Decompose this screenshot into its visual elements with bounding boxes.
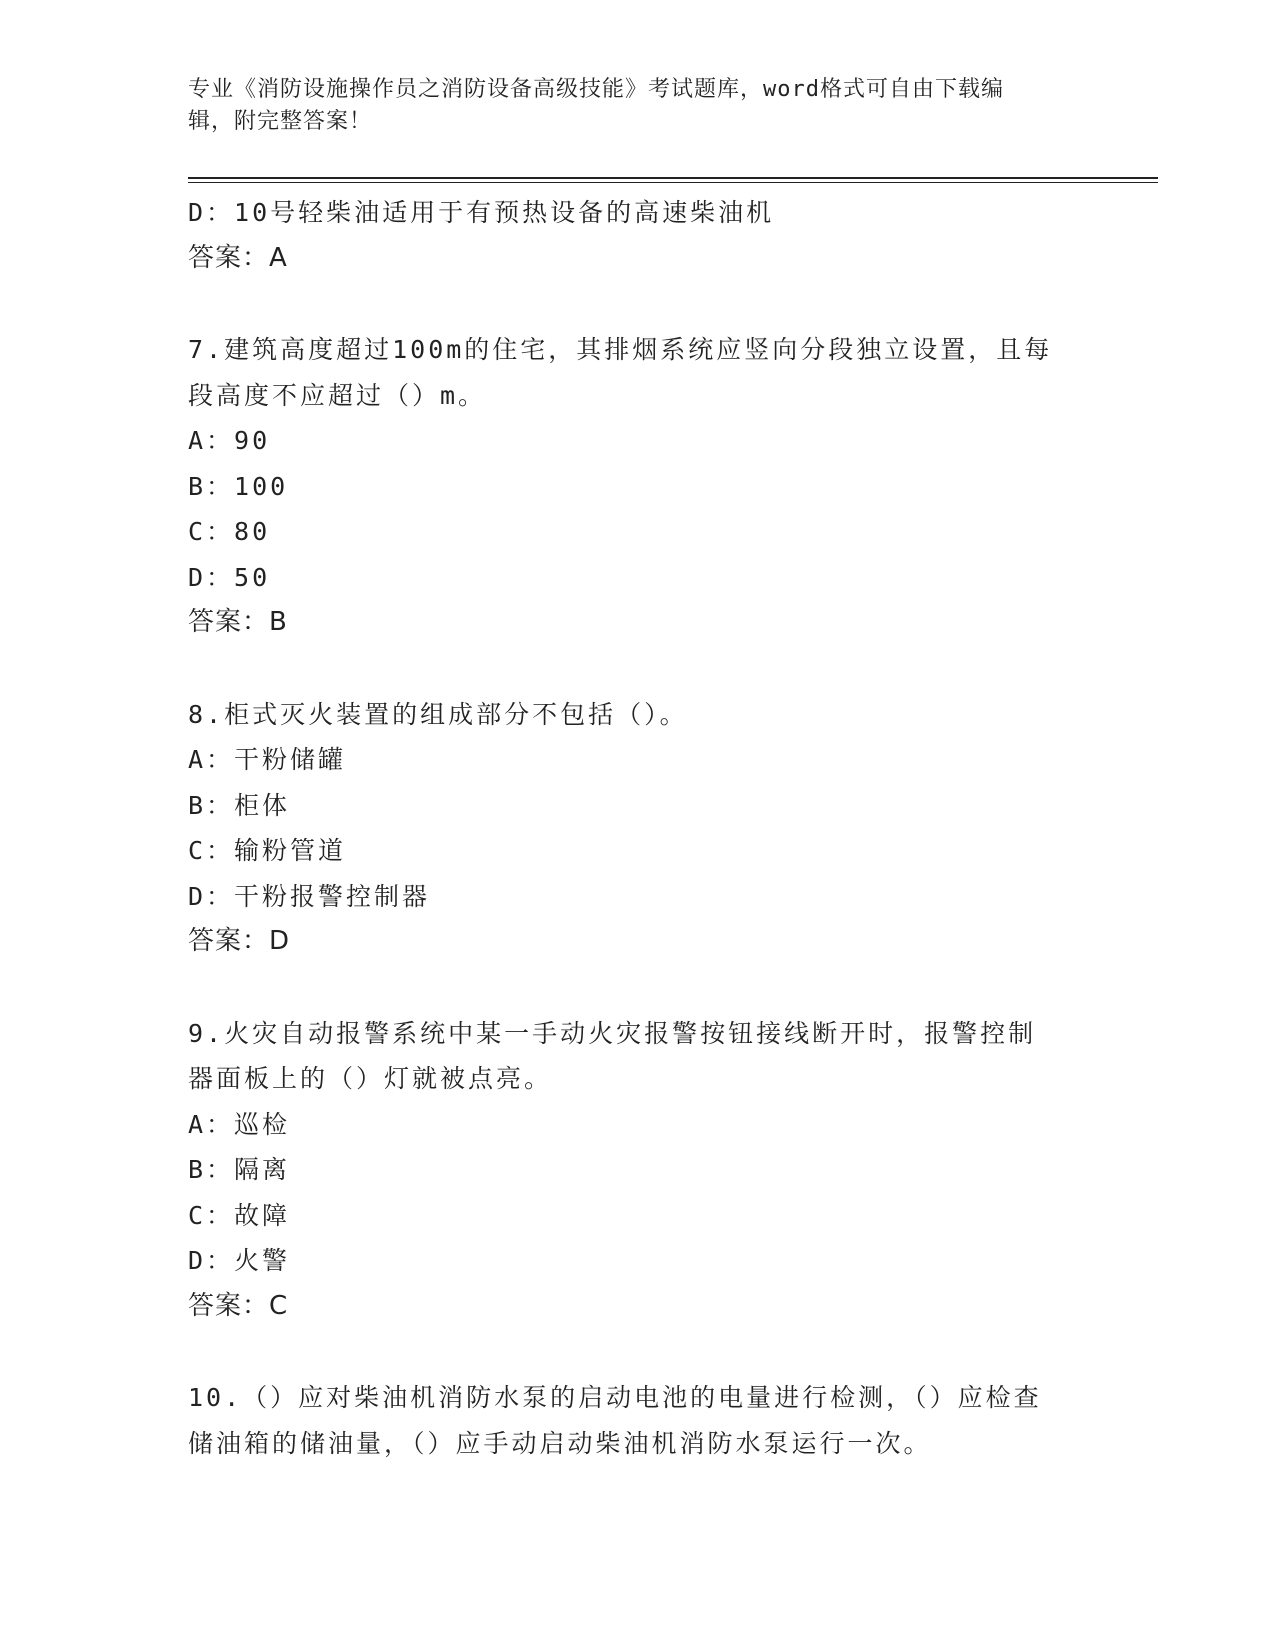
option-d: D：火警: [188, 1246, 291, 1275]
answer: 答案：C: [188, 1290, 289, 1321]
option-d: D：10号轻柴油适用于有预热设备的高速柴油机: [188, 198, 775, 227]
question-8: [188, 692, 1088, 965]
header-line-1: 专业《消防设施操作员之消防设备高级技能》考试题库，word格式可自由下载编: [188, 77, 1004, 102]
option-d: D：干粉报警控制器: [188, 881, 431, 911]
question-10: [188, 1375, 1088, 1466]
question-stem: 7.建筑高度超过100m的住宅，其排烟系统应竖向分段独立设置，且每: [188, 335, 1053, 364]
option-a: A：干粉储罐: [188, 745, 347, 774]
option-d: D：50: [188, 562, 271, 592]
header-line-2: 辑，附完整答案！: [188, 109, 373, 134]
question-6-tail: [188, 190, 1088, 281]
option-c: C：80: [188, 517, 271, 546]
question-stem: 储油箱的储油量，（）应手动启动柴油机消防水泵运行一次。: [188, 1428, 932, 1458]
question-list: [188, 190, 1088, 1466]
question-stem: 8.柜式灭火装置的组成部分不包括（）。: [188, 699, 688, 729]
answer: 答案：B: [188, 607, 288, 637]
option-a: A：巡检: [188, 1109, 291, 1139]
option-c: C：故障: [188, 1200, 291, 1230]
answer: 答案：D: [188, 926, 291, 956]
question-stem: 9.火灾自动报警系统中某一手动火灾报警按钮接线断开时，报警控制: [188, 1018, 1037, 1048]
question-stem: 器面板上的（）灯就被点亮。: [188, 1064, 553, 1093]
question-stem: 段高度不应超过（）m。: [188, 380, 487, 410]
option-b: B：柜体: [188, 790, 291, 820]
question-stem: 10.（）应对柴油机消防水泵的启动电池的电量进行检测，（）应检查: [188, 1383, 1042, 1412]
answer: 答案：A: [188, 242, 288, 273]
header-divider-thin: [188, 182, 1158, 183]
header-divider-thick: [188, 177, 1158, 179]
option-a: A：90: [188, 426, 271, 455]
option-b: B：100: [188, 471, 289, 501]
question-7: [188, 327, 1088, 646]
question-9: [188, 1011, 1088, 1330]
option-b: B：隔离: [188, 1155, 291, 1184]
option-c: C：输粉管道: [188, 836, 347, 865]
document-header: [188, 74, 1068, 138]
